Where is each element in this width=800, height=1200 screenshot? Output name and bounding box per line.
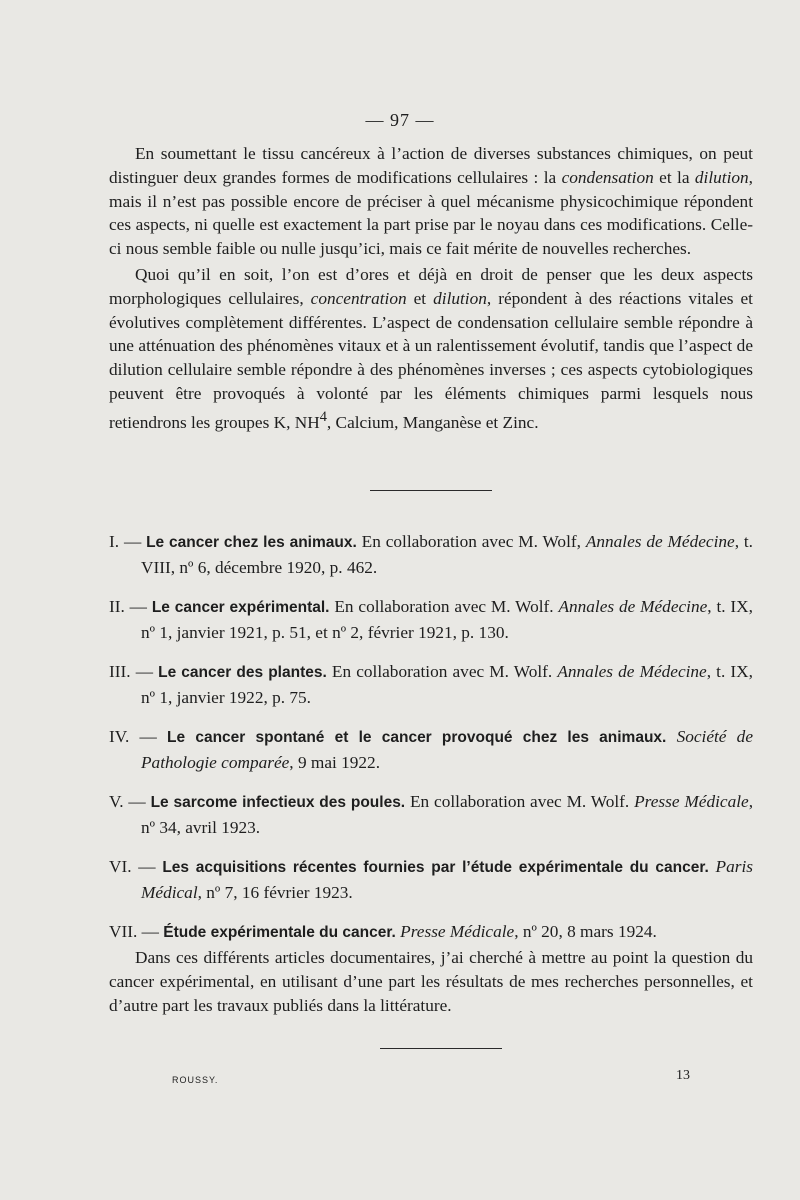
paragraph-2-text-a: Quoi qu’il en soit, l’on est d’ores et déjà en droit de penser que les deux aspects morphologiques cellulaires,	[109, 264, 753, 308]
reference-number: II. —	[109, 597, 152, 616]
reference-journal: Paris Médical	[141, 857, 753, 902]
term-concentration: concentration	[310, 288, 407, 308]
divider-rule	[370, 490, 492, 491]
term-dilution-2: dilution	[433, 288, 487, 308]
superscript: 4	[319, 408, 327, 425]
reference-text	[666, 727, 676, 746]
reference-journal: Presse Médicale	[634, 792, 749, 811]
paragraph-1-text-c: , mais il n’est pas possible encore de préciser à quel mécanisme physicochimique répondent ces aspects, ni quelle est exactement la part prise par le noyau dans ces modifications. Celle-ci nous semble faible ou nulle jusqu’ici, mais ce fait mérite de nouvelles recherches.	[109, 167, 753, 259]
reference-journal: Annales de Médecine	[557, 662, 707, 681]
reference-details: , 9 mai 1922.	[289, 752, 381, 772]
reference-journal: Presse Médicale	[400, 922, 515, 941]
reference-number: III. —	[109, 662, 159, 681]
body-text	[109, 142, 753, 434]
reference-details: , nº 34, avril 1923.	[141, 792, 754, 837]
reference-text: En collaboration avec M. Wolf.	[405, 792, 635, 811]
term-dilution: dilution	[694, 167, 749, 187]
paragraph-2-text-d: , Calcium, Manganèse et Zinc.	[326, 412, 539, 432]
reference-title: Le cancer spontané et le cancer provoqué chez les animaux.	[167, 729, 667, 746]
reference-journal: Annales de Médecine	[585, 532, 735, 551]
reference-number: I. —	[109, 532, 147, 551]
term-condensation: condensation	[561, 167, 654, 187]
reference-item	[109, 725, 753, 775]
reference-journal: Annales de Médecine	[558, 597, 708, 616]
reference-title: Le cancer des plantes.	[158, 664, 327, 681]
reference-number: VI. —	[109, 857, 163, 876]
reference-item	[109, 530, 753, 580]
reference-number: V. —	[109, 792, 151, 811]
paragraph-2-text-c: , répondent à des réactions vitales et évolutives complètement différentes. L’aspect de condensation cellulaire semble répondre à une atténuation des phénomènes vitaux et à un ralentissement évolutif, tandis que l’aspect de dilution cellulaire semble répondre à des phénomènes inverses ; ces aspects cytobiologiques peuvent être provoqués à volonté par les éléments chimiques parmi lesquels nous retiendrons les groupes K, NH	[109, 288, 753, 432]
reference-details: , t. VIII, nº 6, décembre 1920, p. 462.	[141, 532, 753, 577]
reference-list	[109, 530, 753, 961]
paragraph-1-text-b: et la	[653, 167, 695, 187]
reference-title: Étude expérimentale du cancer.	[163, 924, 396, 941]
reference-details: , t. IX, nº 1, janvier 1922, p. 75.	[141, 662, 753, 707]
reference-title: Le cancer chez les animaux.	[146, 534, 357, 551]
reference-item	[109, 790, 753, 840]
reference-details: , nº 20, 8 mars 1924.	[514, 922, 657, 941]
divider-rule	[380, 1048, 502, 1049]
paragraph-1-text-a: En soumettant le tissu cancéreux à l’action de diverses substances chimiques, on peut distinguer deux grandes formes de modifications cellulaires : la	[109, 144, 753, 187]
reference-item	[109, 595, 753, 645]
reference-details: , t. IX, nº 1, janvier 1921, p. 51, et nº 2, février 1921, p. 130.	[141, 597, 753, 642]
reference-text: En collaboration avec M. Wolf.	[326, 662, 558, 681]
paragraph-2	[109, 263, 753, 434]
reference-item	[109, 660, 753, 710]
reference-journal: Société de Pathologie comparée	[141, 727, 753, 772]
reference-details: , nº 7, 16 février 1923.	[197, 882, 353, 902]
footer-signature: 13	[676, 1068, 690, 1083]
paragraph-1	[109, 142, 753, 261]
closing-text	[109, 946, 753, 1018]
reference-text	[709, 857, 716, 876]
reference-number: VII. —	[109, 922, 164, 941]
reference-title: Le cancer expérimental.	[151, 599, 330, 616]
reference-item	[109, 920, 753, 946]
reference-title: Les acquisitions récentes fournies par l’étude expérimentale du cancer.	[162, 859, 709, 876]
reference-text: En collaboration avec M. Wolf,	[356, 532, 586, 551]
reference-text: En collaboration avec M. Wolf.	[329, 597, 559, 616]
page-number: — 97 —	[365, 110, 435, 130]
reference-item	[109, 855, 753, 905]
closing-paragraph: Dans ces différents articles documentaires, j’ai cherché à mettre au point la question du cancer expérimental, en utilisant d’une part les résultats de mes recherches personnelles, et d’autre part les travaux publiés dans la littérature.	[109, 948, 753, 1015]
reference-number: IV. —	[109, 727, 168, 746]
reference-title: Le sarcome infectieux des poules.	[150, 794, 406, 811]
footer-author: ROUSSY.	[172, 1075, 219, 1085]
paragraph-2-text-b: et	[406, 288, 434, 308]
